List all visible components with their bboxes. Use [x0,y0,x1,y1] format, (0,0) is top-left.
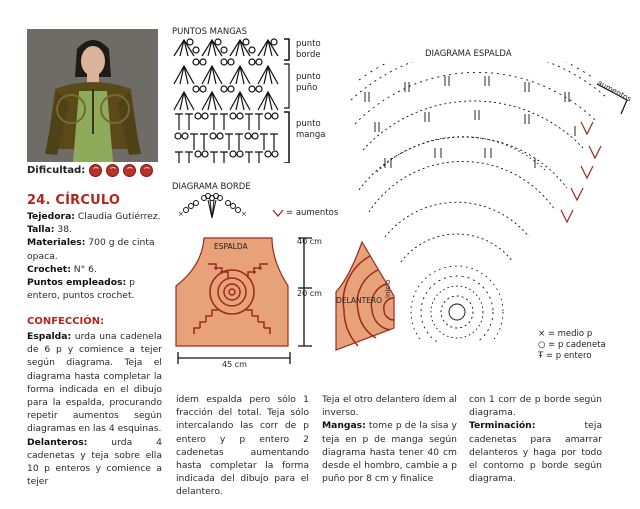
aumentos-marks [561,122,601,222]
svg-text:×: × [241,210,247,218]
yarn-ball-icon [140,164,153,177]
yarn-ball-icon [89,164,102,177]
width-label: 45 cm [222,360,247,369]
talla-line [27,223,162,236]
punto-manga-rows [175,113,278,163]
espalda-label: ESPALDA [214,242,248,251]
materiales-value: 700 g de cinta opaca. [27,237,155,262]
pattern-info [27,210,162,302]
medio-p-icon: × [538,329,546,339]
confeccion-heading: CONFECCIÓN: [27,316,105,327]
crochet-value: N° 6. [70,263,97,275]
punto-borde-label: punto borde [296,39,321,60]
stitch-marks [365,76,575,168]
puntos-line [27,276,162,302]
tejedora-label: Tejedora: [27,211,75,222]
aumentos-key [272,208,338,218]
espalda-text: urda una cadenela de 6 p y comience a tejer según diagrama. Teja el diagrama hasta completar la forma indicada en el dibujo para la espalda, procurando repetir aumentos según diagramas en las 4 esquinas. [27,331,162,435]
difficulty-rating [27,164,153,177]
mangas-text: tome p de la sisa y teja en p de manga según diagrama hasta tener 40 cm desde el hombro, cambie a p puño por 8 cm y finalice [322,420,457,485]
diagrama-espalda-chart [345,62,635,346]
crochet-label: Crochet: [27,263,71,275]
aumentos-v-icon [272,209,284,217]
cadeneta-icon: ○ [538,340,546,350]
legend-label: = p entero [545,351,592,361]
punto-borde-rows [174,39,278,56]
height-top-label: 40 cm [297,237,322,246]
legend-label: = p cadeneta [548,340,606,350]
talla-value: 38. [54,224,73,236]
text-column-2 [176,393,309,499]
tejedora-value: Claudia Gutiérrez. [74,211,161,222]
pattern-title: 24. CÍRCULO [27,193,121,208]
diagrama-espalda-title: DIAGRAMA ESPALDA [425,49,512,59]
aumentos-label: aumentos [595,78,634,104]
delanteros-label: Delanteros: [27,436,88,448]
mangas-continued-text: con 1 corr de p borde según diagrama. [469,394,602,419]
text-column-4 [469,393,602,485]
puntos-mangas-diagram [172,38,292,167]
terminacion-text: teja cadenetas para amarrar delanteros y haga por todo el contorno p borde según diagrama. [469,420,602,485]
legend-item [538,329,606,340]
punto-puno-rows [174,59,278,110]
punto-puno-label: punto puño [296,72,321,93]
svg-text:×: × [178,210,184,218]
delantero-label: DELANTERO [336,296,383,305]
talla-label: Talla: [27,224,55,236]
stitch-legend [538,329,606,362]
aumentos-key-label: = aumentos [286,208,339,218]
p-entero-icon: Ŧ [538,351,544,361]
puntos-label: Puntos empleados: [27,277,127,289]
delanteros-text: urda 4 cadenetas y teja sobre ella 10 p enteros y comience a tejer [27,436,162,488]
text-column-3 [322,393,457,485]
delanteros-continued-text: ídem espalda pero sólo 1 fracción del total. Teja sólo intercalando las corr de p entero y p entero 2 cadenetas aumentando hasta completar la forma indicada del dibujo para el delantero. [176,394,309,498]
materiales-label: Materiales: [27,237,86,249]
legend-item [538,351,606,362]
diagrama-borde-diagram [178,192,258,224]
terminacion-label: Terminación: [469,420,536,432]
punto-manga-label: punto manga [296,119,326,140]
difficulty-label: Dificultad: [27,165,86,176]
espalda-shape [176,238,288,346]
tejedora-line [27,210,162,223]
materiales-line [27,236,162,262]
puntos-mangas-title: PUNTOS MANGAS [172,27,247,37]
espalda-label: Espalda: [27,331,72,342]
text-column-1 [27,330,162,488]
puntos-value: p entero, puntos crochet. [27,277,135,302]
yarn-ball-icon [106,164,119,177]
model-photo [27,29,158,162]
mangas-label: Mangas: [322,420,366,432]
crochet-line [27,263,162,276]
legend-label: = medio p [547,329,593,339]
legend-item [538,340,606,351]
crochet-rings [351,62,607,342]
otro-delantero-text: Teja el otro delantero ídem al inverso. [322,394,457,419]
yarn-ball-icon [123,164,136,177]
height-mid-label: 20 cm [297,289,322,298]
inicio-label: inicio [384,279,392,298]
diagrama-borde-title: DIAGRAMA BORDE [172,182,251,192]
